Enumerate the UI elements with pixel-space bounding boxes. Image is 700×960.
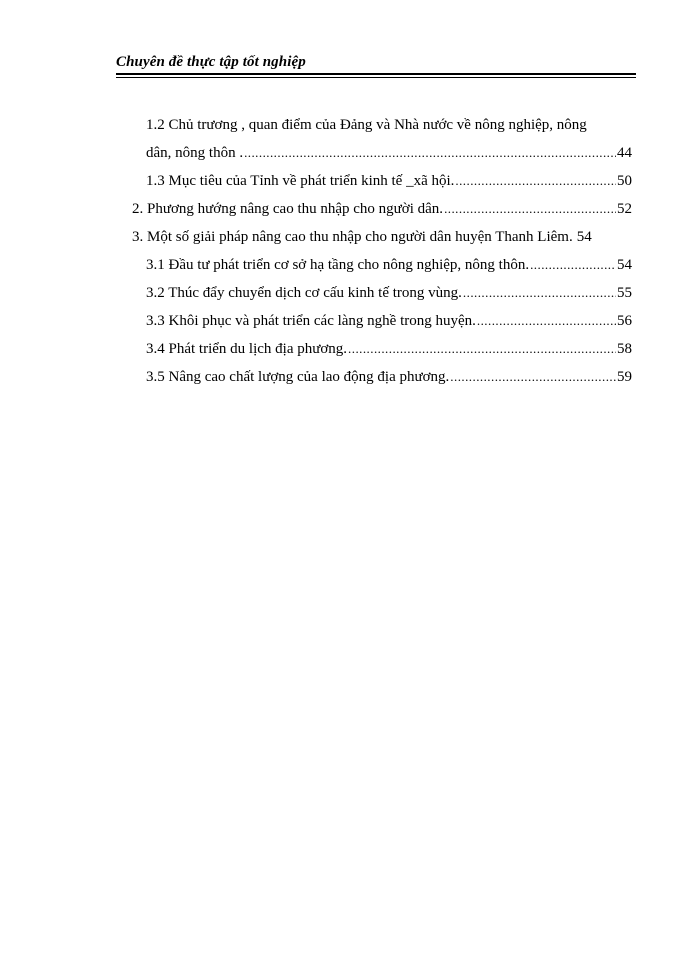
toc-entry-2 bbox=[132, 200, 632, 218]
toc-entry-3-1 bbox=[146, 256, 632, 274]
toc-leader-dots bbox=[348, 340, 616, 358]
toc-entry-title: 3.3 Khôi phục và phát triển các làng nghề trong huyện. bbox=[146, 313, 476, 329]
toc-entry-3 bbox=[132, 228, 632, 246]
toc-entry-title: 3.5 Nâng cao chất lượng của lao động địa phương. bbox=[146, 369, 450, 385]
toc-leader-dots bbox=[530, 256, 616, 274]
toc-entry-3-3 bbox=[146, 312, 632, 330]
toc-entry-title: 2. Phương hướng nâng cao thu nhập cho người dân. bbox=[132, 201, 444, 217]
toc-page-number: 50 bbox=[617, 173, 632, 189]
toc-entry-title: 3.1 Đầu tư phát triển cơ sở hạ tầng cho nông nghiệp, nông thôn. bbox=[146, 257, 530, 273]
header-rule-thick bbox=[116, 73, 636, 75]
toc-entry-3-5 bbox=[146, 368, 632, 386]
toc-page-number: 56 bbox=[617, 313, 632, 329]
toc-leader-dots bbox=[244, 144, 616, 162]
toc-page-number: 54 bbox=[617, 257, 632, 273]
toc-page-number: 54 bbox=[576, 229, 592, 245]
toc-entry-title: 1.3 Mục tiêu của Tỉnh về phát triển kinh tế _xã hội. bbox=[146, 173, 455, 189]
page-header-title: Chuyên đề thực tập tốt nghiệp bbox=[116, 54, 306, 70]
toc-leader-dots bbox=[455, 172, 616, 190]
toc-leader-dots bbox=[450, 368, 616, 386]
toc-page-number: 44 bbox=[617, 145, 632, 161]
toc-page-number: 55 bbox=[617, 285, 632, 301]
toc-entry-1-2 bbox=[146, 144, 632, 162]
toc-page-number: 52 bbox=[617, 201, 632, 217]
toc-entry-title: dân, nông thôn . bbox=[146, 145, 244, 161]
toc-entry-title: 3.2 Thúc đẩy chuyển dịch cơ cấu kinh tế trong vùng. bbox=[146, 285, 462, 301]
toc-entry-1-3 bbox=[146, 172, 632, 190]
toc-entry-3-4 bbox=[146, 340, 632, 358]
toc-entry-1-2-line1: 1.2 Chủ trương , quan điểm của Đảng và Nhà nước về nông nghiệp, nông bbox=[146, 117, 587, 133]
toc-leader-dots bbox=[463, 284, 616, 302]
header-rule-thin bbox=[116, 77, 636, 78]
toc-page-number: 59 bbox=[617, 369, 632, 385]
toc-leader-dots bbox=[477, 312, 616, 330]
toc-entry-title: 3.4 Phát triển du lịch địa phương. bbox=[146, 341, 348, 357]
toc-page-number: 58 bbox=[617, 341, 632, 357]
toc-entry-3-2 bbox=[146, 284, 632, 302]
toc-leader-dots bbox=[444, 200, 616, 218]
toc-entry-title: 3. Một số giải pháp nâng cao thu nhập cho người dân huyện Thanh Liêm. bbox=[132, 229, 573, 245]
